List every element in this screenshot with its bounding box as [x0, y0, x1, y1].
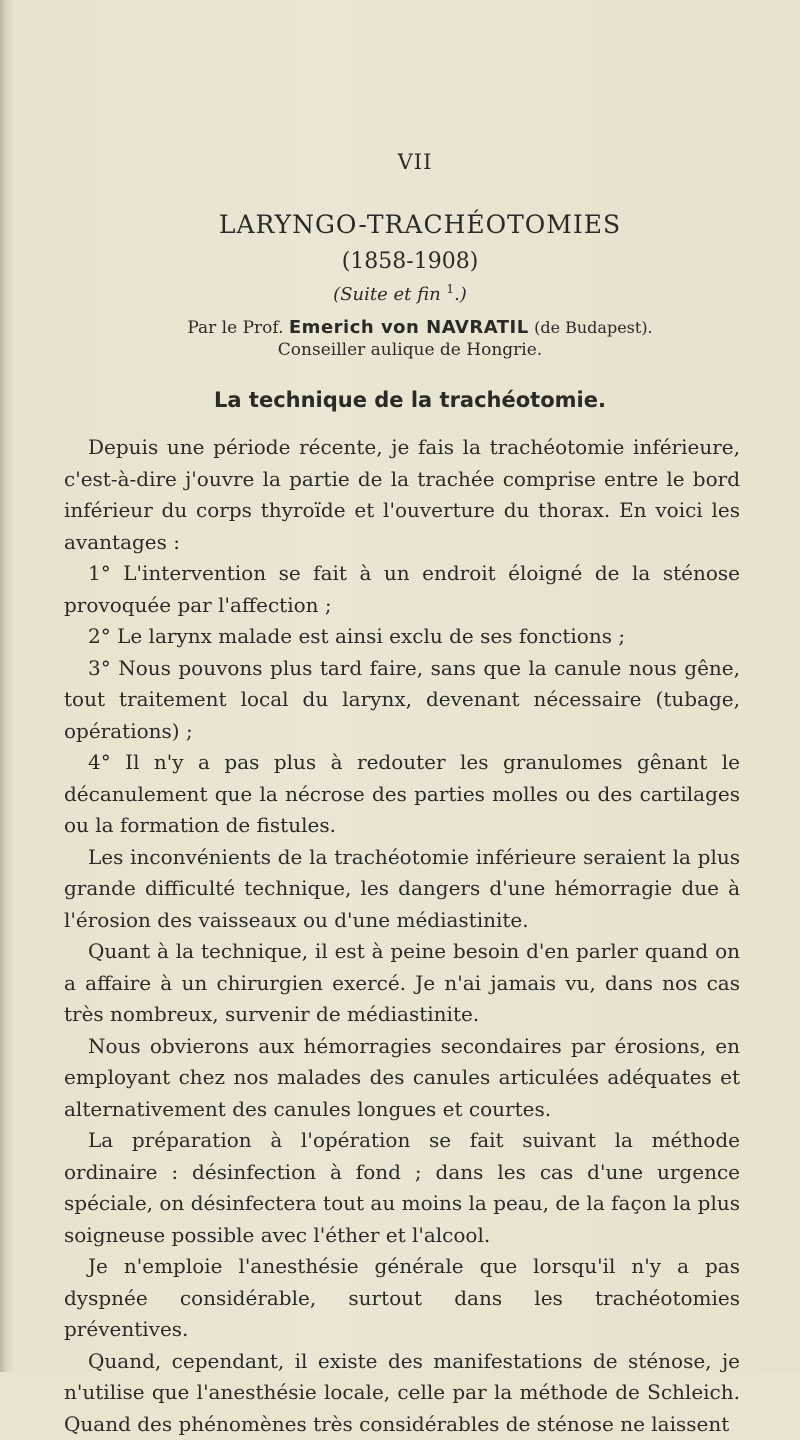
- suite-text: (Suite et fin: [333, 284, 446, 305]
- byline: [60, 317, 740, 338]
- suite-close: .): [454, 284, 467, 305]
- author-place: (de Budapest).: [534, 318, 653, 337]
- article-title: LARYNGO-TRACHÉOTOMIES: [60, 210, 740, 239]
- author-affiliation: Conseiller aulique de Hongrie.: [60, 340, 740, 360]
- suite-note: [60, 282, 740, 305]
- paragraph: 4° Il n'y a pas plus à redouter les granulomes gênant le décanulement que la nécrose des parties molles ou des cartilages ou la formation de fistules.: [64, 747, 740, 842]
- paragraph: La préparation à l'opération se fait suivant la méthode ordinaire : désinfection à fond ; dans les cas d'une urgence spéciale, on désinfectera tout au moins la peau, de la façon la plus soigneuse possible avec l'éther et l'alcool.: [64, 1125, 740, 1251]
- byline-prefix: Par le Prof.: [187, 318, 283, 338]
- section-heading: La technique de la trachéotomie.: [60, 388, 740, 412]
- footnote-marker: 1: [446, 282, 454, 296]
- paragraph: Depuis une période récente, je fais la trachéotomie inférieure, c'est-à-dire j'ouvre la partie de la trachée comprise entre le bord inférieur du corps thyroïde et l'ouverture du thorax. En voici les avantages :: [64, 432, 740, 558]
- author-name: Emerich von NAVRATIL: [289, 317, 529, 338]
- paragraph: Je n'emploie l'anesthésie générale que lorsqu'il n'y a pas dyspnée considérable, surtout dans les trachéotomies préventives.: [64, 1251, 740, 1346]
- paragraph: 3° Nous pouvons plus tard faire, sans que la canule nous gêne, tout traitement local du larynx, devenant nécessaire (tubage, opérations) ;: [64, 653, 740, 748]
- chapter-number: VII: [60, 150, 740, 174]
- paragraph: 2° Le larynx malade est ainsi exclu de ses fonctions ;: [64, 621, 740, 653]
- body-text: [64, 432, 740, 1440]
- paragraph: Quant à la technique, il est à peine besoin d'en parler quand on a affaire à un chirurgien exercé. Je n'ai jamais vu, dans nos cas très nombreux, survenir de médiastinite.: [64, 936, 740, 1031]
- paragraph: 1° L'intervention se fait à un endroit éloigné de la sténose provoquée par l'affection ;: [64, 558, 740, 621]
- paragraph: Nous obvierons aux hémorragies secondaires par érosions, en employant chez nos malades des canules articulées adéquates et alternativement des canules longues et courtes.: [64, 1031, 740, 1126]
- article-years: (1858-1908): [60, 249, 740, 274]
- paragraph: Les inconvénients de la trachéotomie inférieure seraient la plus grande difficulté technique, les dangers d'une hémorragie due à l'érosion des vaisseaux ou d'une médiastinite.: [64, 842, 740, 937]
- paragraph: Quand, cependant, il existe des manifestations de sténose, je n'utilise que l'anesthésie locale, celle par la méthode de Schleich. Quand des phénomènes très considérables de sténose ne laissent: [64, 1346, 740, 1440]
- page-content: [60, 150, 740, 1440]
